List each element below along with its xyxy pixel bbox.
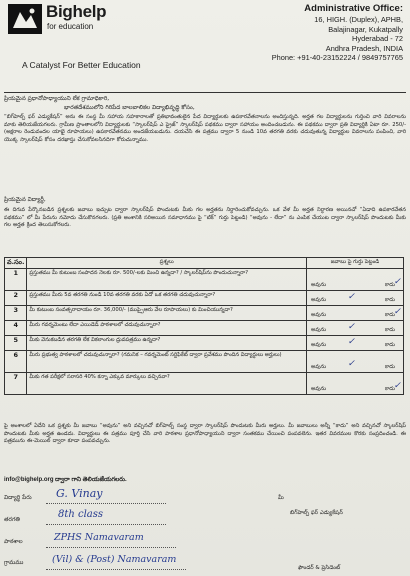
row-question: మీరు గవర్నమెంటు లేదా ఎయిడెడ్ పాఠశాలలో చదువుచున్నారా?	[27, 321, 307, 336]
answer-yes[interactable]: అవును	[311, 296, 327, 303]
office-line: Hyderabad - 72	[352, 34, 403, 44]
table-row	[5, 306, 404, 321]
check-mark-icon: ✓	[393, 306, 401, 317]
answer-no[interactable]: కాదు	[384, 296, 395, 303]
answer-yes[interactable]: అవును	[311, 363, 327, 370]
row-number: 6	[5, 351, 27, 373]
salutation: ప్రియమైన ప్రధానోపాధ్యాయుని లేక గ్రామాధికారి,	[4, 96, 110, 102]
school-line	[46, 547, 176, 548]
answer-no[interactable]: కాదు	[384, 341, 395, 348]
answer-yes[interactable]: అవును	[311, 311, 327, 318]
founder-label: ఫౌండర్ & ప్రెసిడెంట్	[298, 565, 341, 571]
name-line	[46, 503, 166, 504]
student-name-label: విద్యార్థి పేరు	[4, 495, 32, 501]
table-header-row	[5, 258, 404, 269]
answer-no[interactable]: కాదు	[384, 311, 395, 318]
answer-yes[interactable]: అవును	[311, 341, 327, 348]
answer-cell[interactable]	[307, 306, 404, 321]
sign-off: మీ	[278, 495, 284, 501]
row-number: 1	[5, 269, 27, 291]
answer-no[interactable]: కాదు	[384, 326, 395, 333]
answer-no[interactable]: కాదు	[384, 281, 395, 288]
row-question: మీకు వెనుకబడిన తరగతి లేక వికలాంగుల ధ్రువపత్రము ఉన్నదా?	[27, 336, 307, 351]
row-number: 3	[5, 306, 27, 321]
office-phone: Phone: +91-40-23152224 / 9849757765	[271, 53, 403, 63]
check-mark-icon: ✓	[347, 358, 355, 369]
answer-cell[interactable]	[307, 291, 404, 306]
class-label: తరగతి	[4, 517, 20, 523]
header-divider	[4, 92, 406, 93]
office-title: Administrative Office:	[304, 3, 403, 14]
col-number-header: వ.సం.	[5, 258, 27, 269]
answer-cell[interactable]	[307, 373, 404, 395]
closing-paragraph: పై అంశాలలో ఏదేని ఒక ప్రశ్నకు మీ జవాబు “అవును” అని వచ్చినచో బిగ్‌హెల్ప్ సంస్థ ద్వారా స్కాలర్‌షిప్ పొందుటకు మీరు అర్హులు. మీ జవాబులు అన్నీ “కాదు” అని వచ్చినచో స్కాలర్‌షిప్ పొందుటకు మీకు అర్హత ఉండదు. విద్యార్థులు ఈ పత్రము పూర్తి చేసి వారి పాఠశాల ప్రధానోపాధ్యాయుని ద్వారా సంతకము చేయించి పంపవలెను. ఇతర వివరముల కొరకు సంప్రదించండి. ఈ పత్రమును ఈ-మెయిల్ ద్వారా కూడా పంపవచ్చును.	[4, 423, 406, 445]
table-row	[5, 351, 404, 373]
village-label: గ్రామము	[4, 560, 24, 566]
row-question: ప్రస్తుతము మీ కుటుంబ సంపాదన నెలకు రూ. 500/-లకు మించి ఉన్నదా? / స్కాలర్‌షిప్‌ను పొందుచున్నారా?	[27, 269, 307, 291]
row-number: 2	[5, 291, 27, 306]
school-value[interactable]: ZPHS Namavaram	[54, 532, 144, 543]
student-salutation: ప్రియమైన విద్యార్థీ,	[4, 197, 46, 203]
table-row	[5, 321, 404, 336]
table-row	[5, 269, 404, 291]
answer-cell[interactable]	[307, 321, 404, 336]
answer-yes[interactable]: అవును	[311, 385, 327, 392]
answer-cell[interactable]	[307, 336, 404, 351]
row-question: మీకు గత పరీక్షలో సరాసరి 40% కన్నా ఎక్కువ మార్కులు వచ్చినవా?	[27, 373, 307, 395]
contact-email[interactable]: info@bighelp.org ద్వారా గాని తెలియజేయగలరు.	[4, 477, 127, 483]
eligibility-table	[4, 257, 404, 395]
organization-sign: బిగ్‌హెల్ప్ ఫర్ ఎడ్యుకేషన్	[290, 510, 343, 516]
check-mark-icon: ✓	[347, 291, 355, 302]
bighelp-logo-icon	[8, 4, 42, 34]
table-row	[5, 291, 404, 306]
intro-paragraph: “బిగ్‌హెల్ప్ ఫర్ ఎడ్యుకేషన్” అను ఈ సంస్థ మీ సహాయ సహకారాలతో ప్రతిభావంతులైన పేద విద్యార్థులకు ఉపకారవేతనాలను అందిస్తున్నది. అర్హత గల విద్యార్థులను గుర్తించి వారి వివరాలను మాకు తెలియజేయగలరు. గ్రామీణ ప్రాంతాలలోని విద్యార్థులకు “స్కాలర్‌షిప్ ఎ ప్రైజ్” స్కాలర్‌షిప్ పథకము ద్వారా సహాయం అందించబడును. ఈ పథకము ద్వారా ప్రతి విద్యార్థికి ఏటా రూ. 250/- (అక్షరాల రెండువందల యాభై రూపాయలు) ఉపకారవేతనము అందజేయబడును. దయచేసి ఈ పత్రము ద్వారా 5 నుండి 10వ తరగతి వరకు చదువుతున్న విద్యార్థుల వివరాలను పంపించి, వారి యొక్క స్కాలర్‌షిప్ కోసం దరఖాస్తు చేసుకోవలసినదిగా కోరుచున్నాము.	[4, 114, 406, 144]
answer-cell[interactable]	[307, 351, 404, 373]
row-number: 7	[5, 373, 27, 395]
row-question: మీరు ప్రభుత్వ పాఠశాలలో చదువుచున్నారా? (గమనిక – గవర్నమెంట్ సర్టిఫికేట్ ద్వారా ప్రవేశము పొందిన విద్యార్థులు అర్హులు)	[27, 351, 307, 373]
answer-yes[interactable]: అవును	[311, 281, 327, 288]
check-mark-icon: ✓	[347, 321, 355, 332]
row-number: 5	[5, 336, 27, 351]
table-row	[5, 336, 404, 351]
row-question: ప్రస్తుతము మీరు 5వ తరగతి నుండి 10వ తరగతి వరకు ఏదో ఒక తరగతి చదువుచున్నారా?	[27, 291, 307, 306]
office-line: 16, HIGH. (Duplex), APHB,	[314, 15, 403, 24]
col-answer-header: జవాబు పై గుర్తు పెట్టండి	[307, 258, 404, 269]
check-mark-icon: ✓	[347, 336, 355, 347]
class-value[interactable]: 8th class	[58, 509, 104, 520]
office-line: Balajinagar, Kukatpally	[328, 24, 403, 34]
class-line	[46, 524, 166, 525]
table-row	[5, 373, 404, 395]
answer-no[interactable]: కాదు	[384, 385, 395, 392]
answer-yes[interactable]: అవును	[311, 326, 327, 333]
office-address	[243, 3, 403, 63]
village-value[interactable]: (Vil) & (Post) Namavaram	[52, 554, 177, 565]
office-line: Andhra Pradesh, INDIA	[325, 43, 403, 53]
col-question-header: ప్రశ్నలు	[27, 258, 307, 269]
check-mark-icon: ✓	[393, 276, 401, 287]
greeting: భారతదేశములోని గిరిపేద బాలబాలికల విద్యాభివృద్ధి కోసం,	[64, 105, 195, 111]
village-line	[46, 569, 186, 570]
answer-no[interactable]: కాదు	[384, 363, 395, 370]
brand-name: Bighelp	[46, 2, 107, 21]
row-question: మీ కుటుంబ సంవత్సరాదాయం రూ. 36,000/- (ముప్పైఆరు వేల రూపాయలు) కు మించియున్నదా?	[27, 306, 307, 321]
check-mark-icon: ✓	[393, 380, 401, 391]
brand-subtitle: for education	[47, 22, 94, 31]
answer-cell[interactable]	[307, 269, 404, 291]
row-number: 4	[5, 321, 27, 336]
school-label: పాఠశాల	[4, 539, 23, 545]
student-name-value[interactable]: G. Vinay	[56, 487, 103, 500]
instructions-paragraph: ఈ దిగువ పేర్కొనబడిన ప్రశ్నలకు జవాబు ఇచ్చుట ద్వారా స్కాలర్‌షిప్ పొందుటకు మీకు గల అర్హతను నిర్ధారించుకోవచ్చును. ఒక వేళ మీ అర్హత నిర్ధారణ అయినచో “ఏడాది ఉపకారవేతన పథకము” లో మీ పేరును నమోదు చేసుకొనగలరు. (ప్రతి అంశానికి సరిఅయిన సమాధానము పై “టిక్” గుర్తు పెట్టండి) “అవును - లేదా” ను ఎంపిక చేయుట ద్వారా స్కాలర్‌షిప్ పొందుటకు మీకు గల అర్హత క్రింద తెలుసుకోగలరు.	[4, 207, 406, 229]
tagline: A Catalyst For Better Education	[22, 60, 141, 70]
